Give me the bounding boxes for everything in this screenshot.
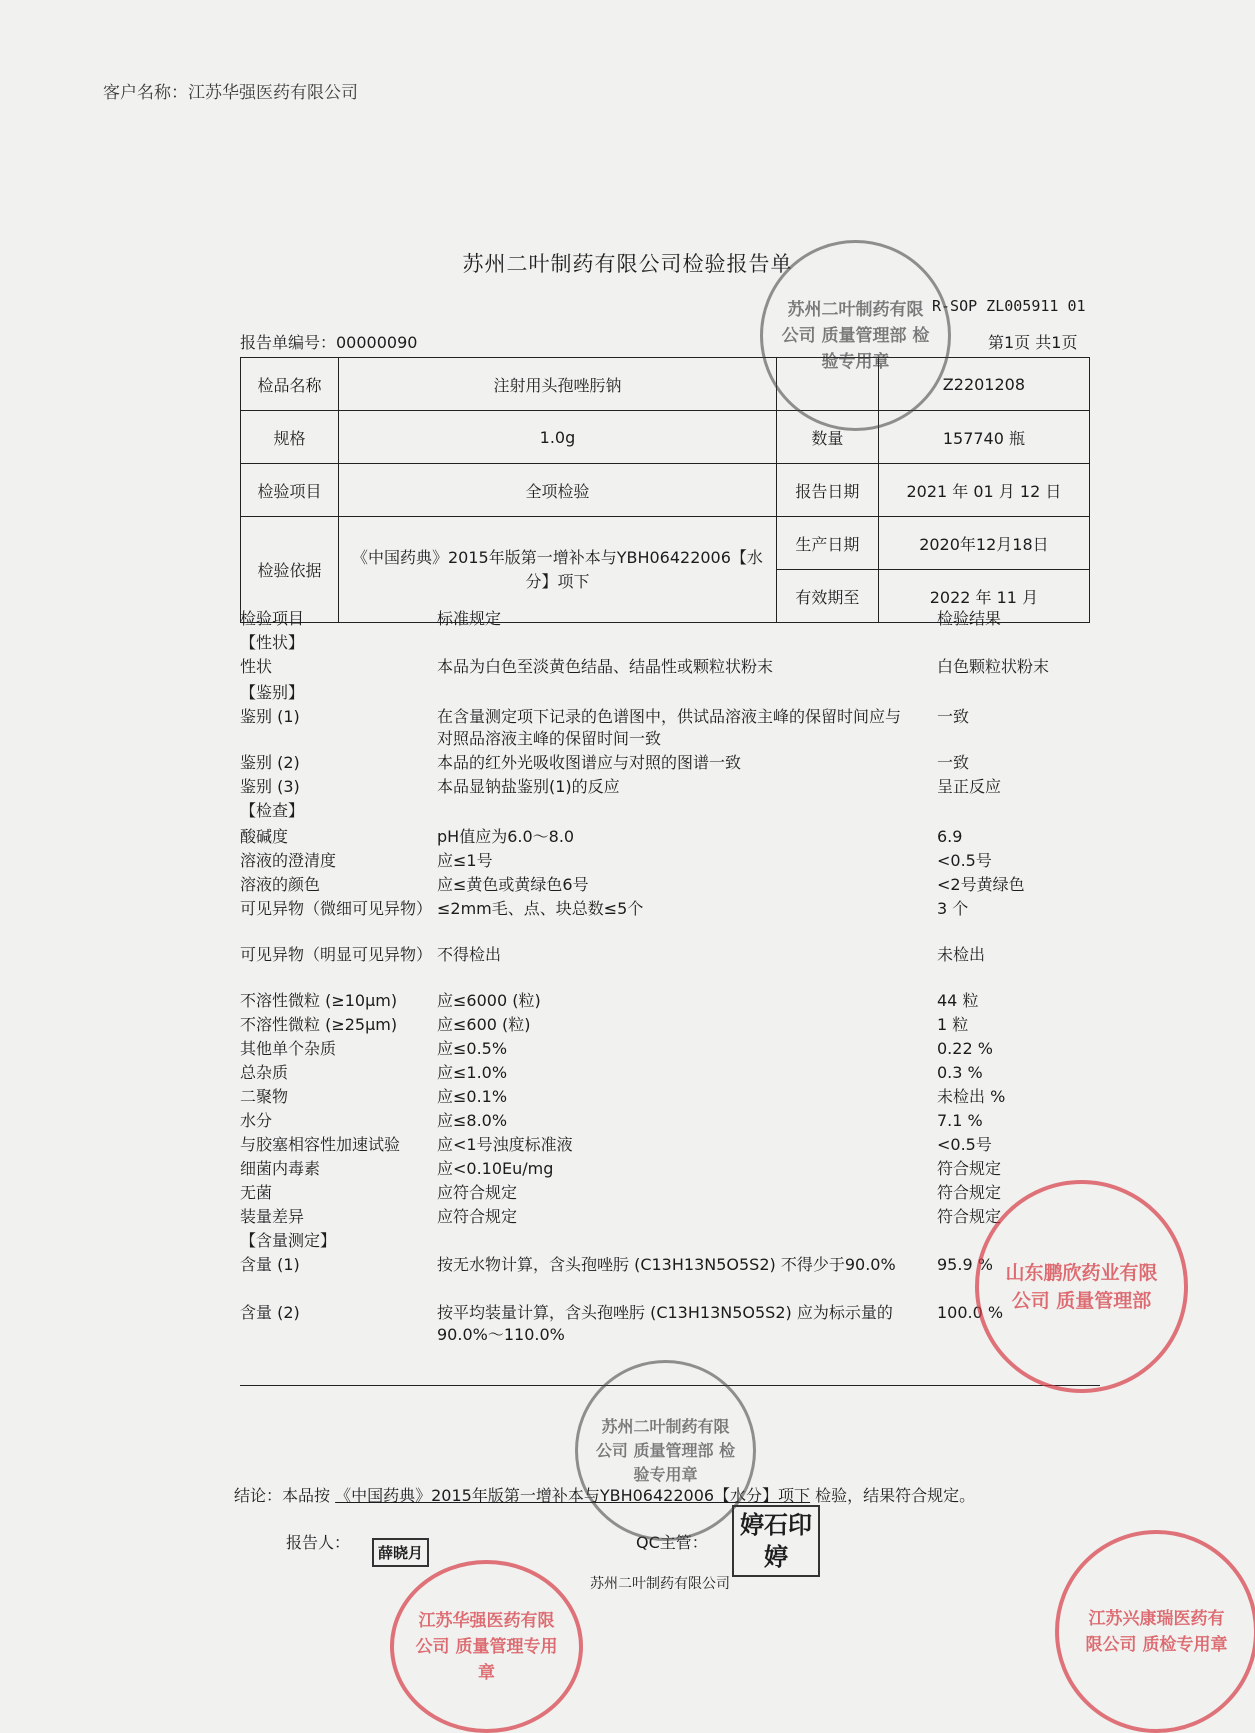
table-row: 装量差异 应符合规定 符合规定 [240, 1207, 1002, 1226]
table-row: 总杂质 应≤1.0% 0.3 % [240, 1063, 983, 1082]
basis-label: 检验依据 [241, 517, 339, 623]
name-value: 注射用头孢唑肟钠 [338, 358, 776, 411]
conclusion-basis: 《中国药典》2015年版第一增补本与YBH06422006【水分】项下 [335, 1486, 811, 1505]
table-row: 可见异物（微细可见异物） ≤2mm毛、点、块总数≤5个 3 个 [240, 899, 969, 918]
table-row: 含量 (2) 按平均装量计算，含头孢唑肟 (C13H13N5O5S2) 应为标示量的90.0%～110.0% 100.0 % [240, 1303, 1004, 1344]
col-item: 检验项目 [240, 609, 305, 628]
section-inspect: 【检查】 [240, 801, 305, 820]
col-result: 检验结果 [937, 609, 1002, 628]
stamp-bottom-left: 江苏华强医药有限公司 质量管理专用章 [390, 1560, 583, 1733]
stamp-right: 山东鹏欣药业有限公司 质量管理部 [975, 1180, 1188, 1393]
table-row: 酸碱度 pH值应为6.0～8.0 6.9 [240, 827, 963, 846]
item-label: 检验项目 [241, 464, 339, 517]
table-row: 与胶塞相容性加速试验 应<1号浊度标准液 <0.5号 [240, 1135, 992, 1154]
reporter-signature: 薛晓月 [372, 1538, 429, 1567]
col-standard: 标准规定 [437, 609, 502, 628]
page-number: 第1页 共1页 [988, 333, 1078, 352]
table-row: 鉴别 (1) 在含量测定项下记录的色谱图中，供试品溶液主峰的保留时间应与对照品溶液主峰的保留时间一致 一致 [240, 707, 970, 748]
table-row: 溶液的澄清度 应≤1号 <0.5号 [240, 851, 992, 870]
section-identify: 【鉴别】 [240, 683, 305, 702]
document-code: R-SOP ZL005911 01 [932, 297, 1086, 315]
stamp-center: 苏州二叶制药有限公司 质量管理部 检验专用章 [575, 1360, 756, 1541]
table-row: 水分 应≤8.0% 7.1 % [240, 1111, 983, 1130]
qty-value: 157740 瓶 [878, 411, 1089, 464]
table-row: 其他单个杂质 应≤0.5% 0.22 % [240, 1039, 993, 1058]
prod-date-label: 生产日期 [776, 517, 878, 570]
table-row: 可见异物（明显可见异物） 不得检出 未检出 [240, 945, 986, 964]
table-row: 二聚物 应≤0.1% 未检出 % [240, 1087, 1006, 1106]
report-date-label: 报告日期 [776, 464, 878, 517]
column-headers [240, 608, 1120, 632]
spec-value: 1.0g [338, 411, 776, 464]
table-row: 性状 本品为白色至淡黄色结晶、结晶性或颗粒状粉末 白色颗粒状粉末 [240, 657, 1050, 676]
expiry-value: 2022 年 11 月 [878, 570, 1089, 623]
conclusion: 结论：本品按 《中国药典》2015年版第一增补本与YBH06422006【水分】项下 检验，结果符合规定。 [234, 1486, 976, 1505]
report-number: 报告单编号：00000090 [240, 333, 418, 352]
header-table [240, 357, 1090, 623]
spec-label: 规格 [241, 411, 339, 464]
item-value: 全项检验 [338, 464, 776, 517]
report-title: 苏州二叶制药有限公司检验报告单 [462, 252, 793, 276]
section-assay: 【含量测定】 [240, 1231, 337, 1250]
table-row: 鉴别 (3) 本品显钠盐鉴别(1)的反应 呈正反应 [240, 777, 1002, 796]
prod-date-value: 2020年12月18日 [878, 517, 1089, 570]
reporter: 报告人： [286, 1533, 351, 1552]
basis-value: 《中国药典》2015年版第一增补本与YBH06422006【水分】项下 [338, 517, 776, 623]
stamp-bottom-right: 江苏兴康瑞医药有限公司 质检专用章 [1055, 1530, 1255, 1733]
customer-name: 客户名称：江苏华强医药有限公司 [103, 83, 358, 103]
expiry-label: 有效期至 [776, 570, 878, 623]
table-row: 不溶性微粒 (≥25μm) 应≤600 (粒) 1 粒 [240, 1015, 969, 1034]
name-label: 检品名称 [241, 358, 339, 411]
table-row: 无菌 应符合规定 符合规定 [240, 1183, 1002, 1202]
table-row: 细菌内毒素 应<0.10Eu/mg 符合规定 [240, 1159, 1002, 1178]
report-date-value: 2021 年 01 月 12 日 [878, 464, 1089, 517]
table-row: 不溶性微粒 (≥10μm) 应≤6000 (粒) 44 粒 [240, 991, 979, 1010]
table-row: 含量 (1) 按无水物计算，含头孢唑肟 (C13H13N5O5S2) 不得少于90.0% 95.9 % [240, 1255, 993, 1274]
company-line: 苏州二叶制药有限公司 [590, 1576, 730, 1592]
section-character: 【性状】 [240, 633, 305, 652]
table-row: 鉴别 (2) 本品的红外光吸收图谱应与对照的图谱一致 一致 [240, 753, 970, 772]
stamp-top: 苏州二叶制药有限公司 质量管理部 检验专用章 [760, 240, 951, 431]
qty-label: 数量 [776, 411, 878, 464]
batch-value: Z2201208 [878, 358, 1089, 411]
table-row: 溶液的颜色 应≤黄色或黄绿色6号 <2号黄绿色 [240, 875, 1025, 894]
qc-seal: 婷石印婷 [732, 1505, 820, 1577]
qc-supervisor: QC主管： [636, 1533, 708, 1552]
